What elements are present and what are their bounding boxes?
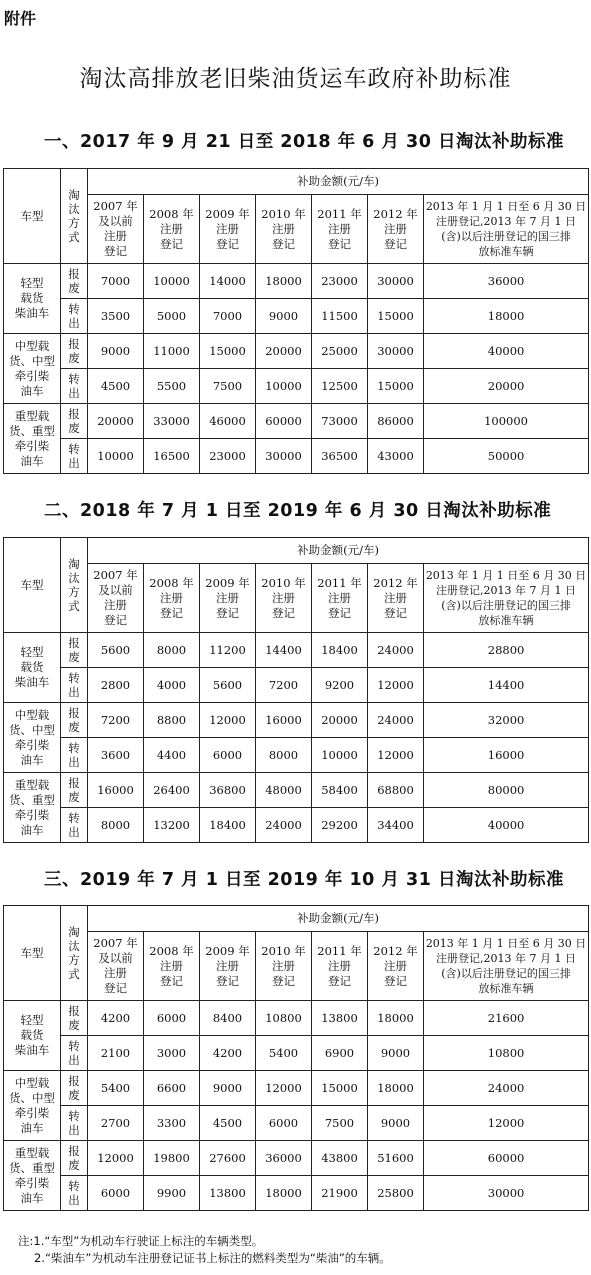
amount-cell: 19800 — [144, 1141, 200, 1176]
amount-cell: 11200 — [200, 633, 256, 668]
amount-cell: 4500 — [88, 369, 144, 404]
amount-cell: 40000 — [424, 808, 589, 843]
header-vehicle-type: 车型 — [4, 538, 61, 633]
method-cell: 转 出 — [61, 1176, 88, 1211]
amount-cell: 8000 — [256, 738, 312, 773]
header-year: 2008 年 注册 登记 — [144, 932, 200, 1001]
amount-cell: 18000 — [368, 1001, 424, 1036]
amount-cell: 12000 — [88, 1141, 144, 1176]
amount-cell: 2700 — [88, 1106, 144, 1141]
header-method: 淘 汰 方 式 — [61, 906, 88, 1001]
header-year: 2010 年 注册 登记 — [256, 195, 312, 264]
amount-cell: 80000 — [424, 773, 589, 808]
amount-cell: 9000 — [368, 1036, 424, 1071]
vehicle-type-cell: 中型载 货、中型 牵引柴 油车 — [4, 334, 61, 404]
amount-cell: 48000 — [256, 773, 312, 808]
amount-cell: 12000 — [368, 668, 424, 703]
amount-cell: 36000 — [424, 264, 589, 299]
amount-cell: 36800 — [200, 773, 256, 808]
subsidy-table — [3, 537, 589, 843]
header-year: 2012 年 注册 登记 — [368, 564, 424, 633]
amount-cell: 16500 — [144, 439, 200, 474]
header-year: 2009 年 注册 登记 — [200, 195, 256, 264]
header-method: 淘 汰 方 式 — [61, 169, 88, 264]
header-subsidy: 补助金额(元/车) — [88, 538, 589, 564]
amount-cell: 30000 — [256, 439, 312, 474]
amount-cell: 30000 — [424, 1176, 589, 1211]
vehicle-type-cell: 轻型 载货 柴油车 — [4, 264, 61, 334]
amount-cell: 8000 — [144, 633, 200, 668]
amount-cell: 21600 — [424, 1001, 589, 1036]
amount-cell: 7200 — [88, 703, 144, 738]
amount-cell: 23000 — [312, 264, 368, 299]
vehicle-type-cell: 重型载 货、重型 牵引柴 油车 — [4, 773, 61, 843]
amount-cell: 100000 — [424, 404, 589, 439]
amount-cell: 4400 — [144, 738, 200, 773]
header-year: 2009 年 注册 登记 — [200, 564, 256, 633]
footnote: 2.“柴油车”为机动车注册登记证书上标注的燃料类型为“柴油”的车辆。 — [34, 1251, 391, 1265]
amount-cell: 10000 — [88, 439, 144, 474]
method-cell: 转 出 — [61, 299, 88, 334]
amount-cell: 20000 — [88, 404, 144, 439]
amount-cell: 4000 — [144, 668, 200, 703]
amount-cell: 6000 — [200, 738, 256, 773]
amount-cell: 36500 — [312, 439, 368, 474]
amount-cell: 8000 — [88, 808, 144, 843]
amount-cell: 73000 — [312, 404, 368, 439]
vehicle-type-cell: 中型载 货、中型 牵引柴 油车 — [4, 703, 61, 773]
amount-cell: 50000 — [424, 439, 589, 474]
method-cell: 转 出 — [61, 369, 88, 404]
amount-cell: 13800 — [200, 1176, 256, 1211]
amount-cell: 60000 — [424, 1141, 589, 1176]
document-title: 淘汰高排放老旧柴油货运车政府补助标准 — [79, 66, 512, 92]
amount-cell: 12000 — [200, 703, 256, 738]
amount-cell: 12500 — [312, 369, 368, 404]
amount-cell: 15000 — [368, 299, 424, 334]
section-title: 三、2019 年 7 月 1 日至 2019 年 10 月 31 日淘汰补助标准 — [44, 870, 564, 890]
amount-cell: 60000 — [256, 404, 312, 439]
amount-cell: 18000 — [424, 299, 589, 334]
vehicle-type-cell: 重型载 货、重型 牵引柴 油车 — [4, 1141, 61, 1211]
amount-cell: 8400 — [200, 1001, 256, 1036]
header-year: 2013 年 1 月 1 日至 6 月 30 日 注册登记,2013 年 7 月 1 日 (含)以后注册登记的国三排 放标准车辆 — [424, 932, 589, 1001]
amount-cell: 86000 — [368, 404, 424, 439]
amount-cell: 7500 — [312, 1106, 368, 1141]
subsidy-table — [3, 905, 589, 1211]
amount-cell: 18000 — [368, 1071, 424, 1106]
amount-cell: 26400 — [144, 773, 200, 808]
subsidy-table — [3, 168, 589, 474]
amount-cell: 24000 — [424, 1071, 589, 1106]
amount-cell: 5400 — [256, 1036, 312, 1071]
amount-cell: 12000 — [424, 1106, 589, 1141]
vehicle-type-cell: 重型载 货、重型 牵引柴 油车 — [4, 404, 61, 474]
method-cell: 转 出 — [61, 738, 88, 773]
header-year: 2012 年 注册 登记 — [368, 195, 424, 264]
amount-cell: 6600 — [144, 1071, 200, 1106]
amount-cell: 8800 — [144, 703, 200, 738]
amount-cell: 12000 — [368, 738, 424, 773]
amount-cell: 30000 — [368, 264, 424, 299]
header-year: 2008 年 注册 登记 — [144, 195, 200, 264]
footnotes — [18, 1233, 391, 1267]
amount-cell: 3300 — [144, 1106, 200, 1141]
method-cell: 转 出 — [61, 808, 88, 843]
method-cell: 转 出 — [61, 439, 88, 474]
amount-cell: 16000 — [88, 773, 144, 808]
amount-cell: 2100 — [88, 1036, 144, 1071]
amount-cell: 14400 — [424, 668, 589, 703]
amount-cell: 43800 — [312, 1141, 368, 1176]
amount-cell: 18000 — [256, 1176, 312, 1211]
header-year: 2007 年 及以前 注册 登记 — [88, 564, 144, 633]
amount-cell: 51600 — [368, 1141, 424, 1176]
amount-cell: 11500 — [312, 299, 368, 334]
amount-cell: 10800 — [256, 1001, 312, 1036]
amount-cell: 5600 — [88, 633, 144, 668]
amount-cell: 3500 — [88, 299, 144, 334]
header-year: 2008 年 注册 登记 — [144, 564, 200, 633]
amount-cell: 18400 — [200, 808, 256, 843]
amount-cell: 24000 — [368, 633, 424, 668]
amount-cell: 9000 — [368, 1106, 424, 1141]
amount-cell: 28800 — [424, 633, 589, 668]
amount-cell: 15000 — [368, 369, 424, 404]
amount-cell: 68800 — [368, 773, 424, 808]
amount-cell: 32000 — [424, 703, 589, 738]
header-year: 2013 年 1 月 1 日至 6 月 30 日 注册登记,2013 年 7 月 1 日 (含)以后注册登记的国三排 放标准车辆 — [424, 195, 589, 264]
amount-cell: 3000 — [144, 1036, 200, 1071]
header-method: 淘 汰 方 式 — [61, 538, 88, 633]
amount-cell: 4200 — [88, 1001, 144, 1036]
header-year: 2010 年 注册 登记 — [256, 564, 312, 633]
attachment-label: 附件 — [4, 9, 37, 28]
amount-cell: 24000 — [368, 703, 424, 738]
footnote: 注:1.“车型”为机动车行驶证上标注的车辆类型。 — [18, 1234, 264, 1248]
header-year: 2011 年 注册 登记 — [312, 932, 368, 1001]
amount-cell: 9000 — [256, 299, 312, 334]
amount-cell: 58400 — [312, 773, 368, 808]
amount-cell: 9900 — [144, 1176, 200, 1211]
amount-cell: 6000 — [256, 1106, 312, 1141]
method-cell: 报 废 — [61, 334, 88, 369]
amount-cell: 25800 — [368, 1176, 424, 1211]
amount-cell: 7200 — [256, 668, 312, 703]
header-vehicle-type: 车型 — [4, 906, 61, 1001]
amount-cell: 13800 — [312, 1001, 368, 1036]
header-subsidy: 补助金额(元/车) — [88, 906, 589, 932]
method-cell: 报 废 — [61, 1141, 88, 1176]
amount-cell: 6000 — [88, 1176, 144, 1211]
section-title: 二、2018 年 7 月 1 日至 2019 年 6 月 30 日淘汰补助标准 — [44, 501, 552, 521]
amount-cell: 46000 — [200, 404, 256, 439]
method-cell: 报 废 — [61, 773, 88, 808]
amount-cell: 2800 — [88, 668, 144, 703]
section-title: 一、2017 年 9 月 21 日至 2018 年 6 月 30 日淘汰补助标准 — [44, 132, 564, 152]
header-year: 2009 年 注册 登记 — [200, 932, 256, 1001]
amount-cell: 6000 — [144, 1001, 200, 1036]
amount-cell: 16000 — [256, 703, 312, 738]
amount-cell: 29200 — [312, 808, 368, 843]
amount-cell: 6900 — [312, 1036, 368, 1071]
amount-cell: 36000 — [256, 1141, 312, 1176]
method-cell: 转 出 — [61, 1106, 88, 1141]
amount-cell: 10000 — [256, 369, 312, 404]
vehicle-type-cell: 轻型 载货 柴油车 — [4, 633, 61, 703]
amount-cell: 9200 — [312, 668, 368, 703]
amount-cell: 43000 — [368, 439, 424, 474]
amount-cell: 14400 — [256, 633, 312, 668]
amount-cell: 4200 — [200, 1036, 256, 1071]
amount-cell: 14000 — [200, 264, 256, 299]
method-cell: 转 出 — [61, 1036, 88, 1071]
amount-cell: 11000 — [144, 334, 200, 369]
amount-cell: 10000 — [312, 738, 368, 773]
amount-cell: 16000 — [424, 738, 589, 773]
method-cell: 转 出 — [61, 668, 88, 703]
amount-cell: 40000 — [424, 334, 589, 369]
amount-cell: 10000 — [144, 264, 200, 299]
header-year: 2011 年 注册 登记 — [312, 564, 368, 633]
amount-cell: 34400 — [368, 808, 424, 843]
header-year: 2012 年 注册 登记 — [368, 932, 424, 1001]
amount-cell: 7000 — [88, 264, 144, 299]
amount-cell: 7000 — [200, 299, 256, 334]
amount-cell: 5500 — [144, 369, 200, 404]
amount-cell: 20000 — [312, 703, 368, 738]
header-year: 2013 年 1 月 1 日至 6 月 30 日 注册登记,2013 年 7 月 1 日 (含)以后注册登记的国三排 放标准车辆 — [424, 564, 589, 633]
header-year: 2011 年 注册 登记 — [312, 195, 368, 264]
amount-cell: 3600 — [88, 738, 144, 773]
method-cell: 报 废 — [61, 633, 88, 668]
header-year: 2007 年 及以前 注册 登记 — [88, 932, 144, 1001]
method-cell: 报 废 — [61, 703, 88, 738]
header-vehicle-type: 车型 — [4, 169, 61, 264]
vehicle-type-cell: 轻型 载货 柴油车 — [4, 1001, 61, 1071]
amount-cell: 9000 — [88, 334, 144, 369]
vehicle-type-cell: 中型载 货、中型 牵引柴 油车 — [4, 1071, 61, 1141]
amount-cell: 5600 — [200, 668, 256, 703]
method-cell: 报 废 — [61, 1071, 88, 1106]
method-cell: 报 废 — [61, 264, 88, 299]
amount-cell: 13200 — [144, 808, 200, 843]
amount-cell: 10800 — [424, 1036, 589, 1071]
amount-cell: 15000 — [312, 1071, 368, 1106]
amount-cell: 24000 — [256, 808, 312, 843]
amount-cell: 21900 — [312, 1176, 368, 1211]
amount-cell: 23000 — [200, 439, 256, 474]
amount-cell: 15000 — [200, 334, 256, 369]
header-year: 2007 年 及以前 注册 登记 — [88, 195, 144, 264]
amount-cell: 25000 — [312, 334, 368, 369]
amount-cell: 12000 — [256, 1071, 312, 1106]
amount-cell: 20000 — [424, 369, 589, 404]
amount-cell: 4500 — [200, 1106, 256, 1141]
amount-cell: 9000 — [200, 1071, 256, 1106]
header-subsidy: 补助金额(元/车) — [88, 169, 589, 195]
amount-cell: 27600 — [200, 1141, 256, 1176]
amount-cell: 18400 — [312, 633, 368, 668]
amount-cell: 5400 — [88, 1071, 144, 1106]
amount-cell: 18000 — [256, 264, 312, 299]
amount-cell: 20000 — [256, 334, 312, 369]
amount-cell: 33000 — [144, 404, 200, 439]
method-cell: 报 废 — [61, 404, 88, 439]
amount-cell: 30000 — [368, 334, 424, 369]
amount-cell: 7500 — [200, 369, 256, 404]
method-cell: 报 废 — [61, 1001, 88, 1036]
amount-cell: 5000 — [144, 299, 200, 334]
header-year: 2010 年 注册 登记 — [256, 932, 312, 1001]
